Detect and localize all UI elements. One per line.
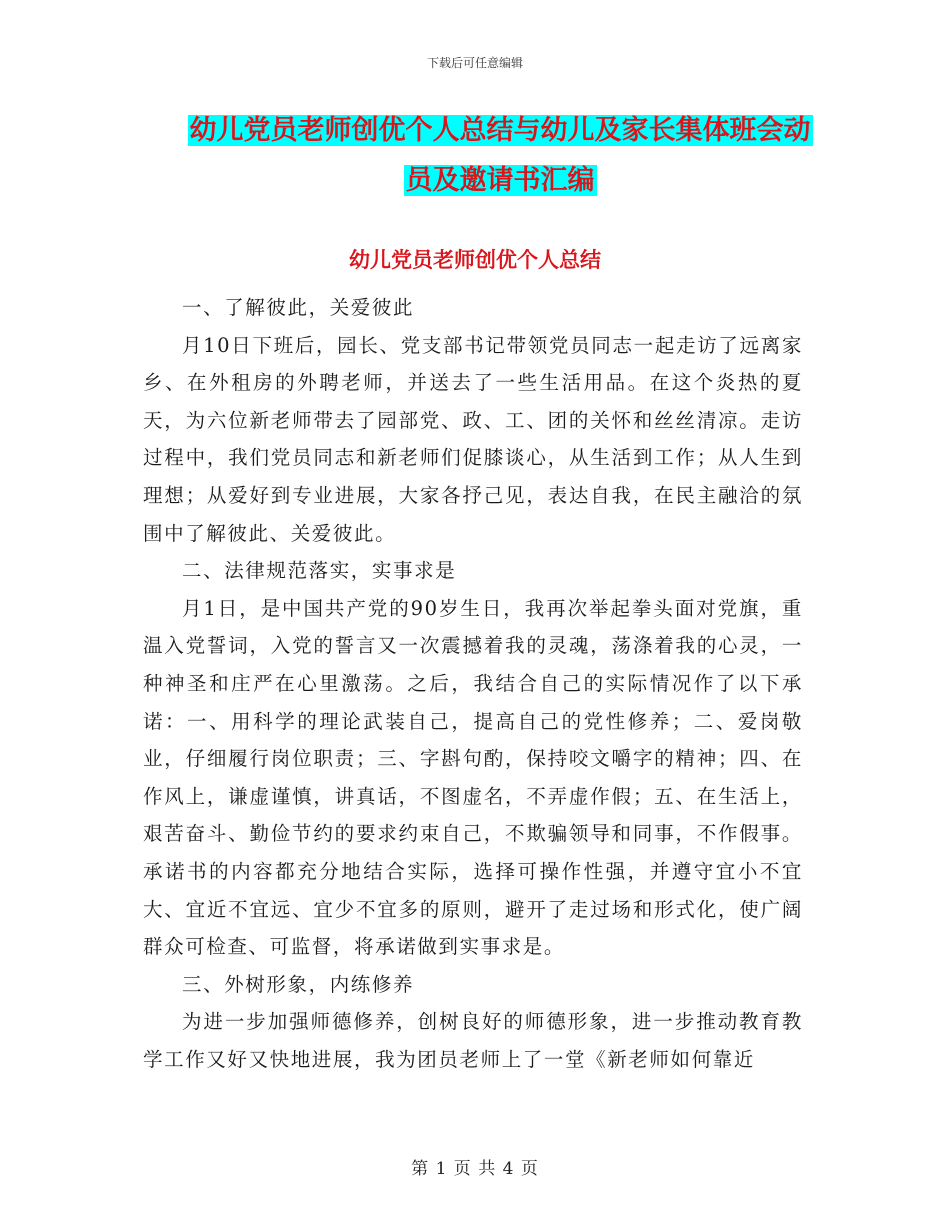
paragraph-3: 为进一步加强师德修养，创树良好的师德形象，进一步推动教育教学工作又好又快地进展，我为团员老师上了一堂《新老师如何靠近 [143, 1010, 803, 1071]
paragraph-2: 月1日，是中国共产党的90岁生日，我再次举起拳头面对党旗，重温入党誓词，入党的誓言又一次震撼着我的灵魂，荡涤着我的心灵，一种神圣和庄严在心里激荡。之后，我结合自己的实际情况作了以下承诺：一、用科学的理论武装自己，提高自己的党性修养；二、爱岗敬业，仔细履行岗位职责；三、字斟句酌，保持咬文嚼字的精神；四、在作风上，谦虚谨慎，讲真话，不图虚名，不弄虚作假；五、在生活上，艰苦奋斗、勤俭节约的要求约束自己，不欺骗领导和同事，不作假事。承诺书的内容都充分地结合实际，选择可操作性强，并遵守宜小不宜大、宜近不宜远、宜少不宜多的原则，避开了走过场和形式化，使广阔群众可检查、可监督，将承诺做到实事求是。 [143, 596, 803, 959]
header-note: 下载后可任意编辑 [426, 56, 523, 70]
title-line-1: 幼儿党员老师创优个人总结与幼儿及家长集体班会动 [189, 115, 811, 146]
document-body [143, 289, 803, 1078]
document-title [180, 106, 820, 206]
paragraph-1: 月10日下班后，园长、党支部书记带领党员同志一起走访了远离家乡、在外租房的外聘老师，并送去了一些生活用品。在这个炎热的夏天，为六位新老师带去了园部党、政、工、团的关怀和丝丝清凉。走访过程中，我们党员同志和新老师们促膝谈心，从生活到工作；从人生到理想；从爱好到专业进展，大家各抒己见，表达自我，在民主融洽的氛围中了解彼此、关爱彼此。 [143, 333, 803, 545]
paragraph-heading-3: 三、外树形象，内练修养 [182, 972, 415, 996]
title-line-2: 员及邀请书汇编 [405, 165, 595, 196]
paragraph-heading-2: 二、法律规范落实，实事求是 [182, 559, 457, 583]
section-title: 幼儿党员老师创优个人总结 [349, 247, 601, 272]
page-footer: 第 1 页 共 4 页 [411, 1159, 539, 1179]
paragraph-heading-1: 一、了解彼此，关爱彼此 [182, 296, 415, 319]
